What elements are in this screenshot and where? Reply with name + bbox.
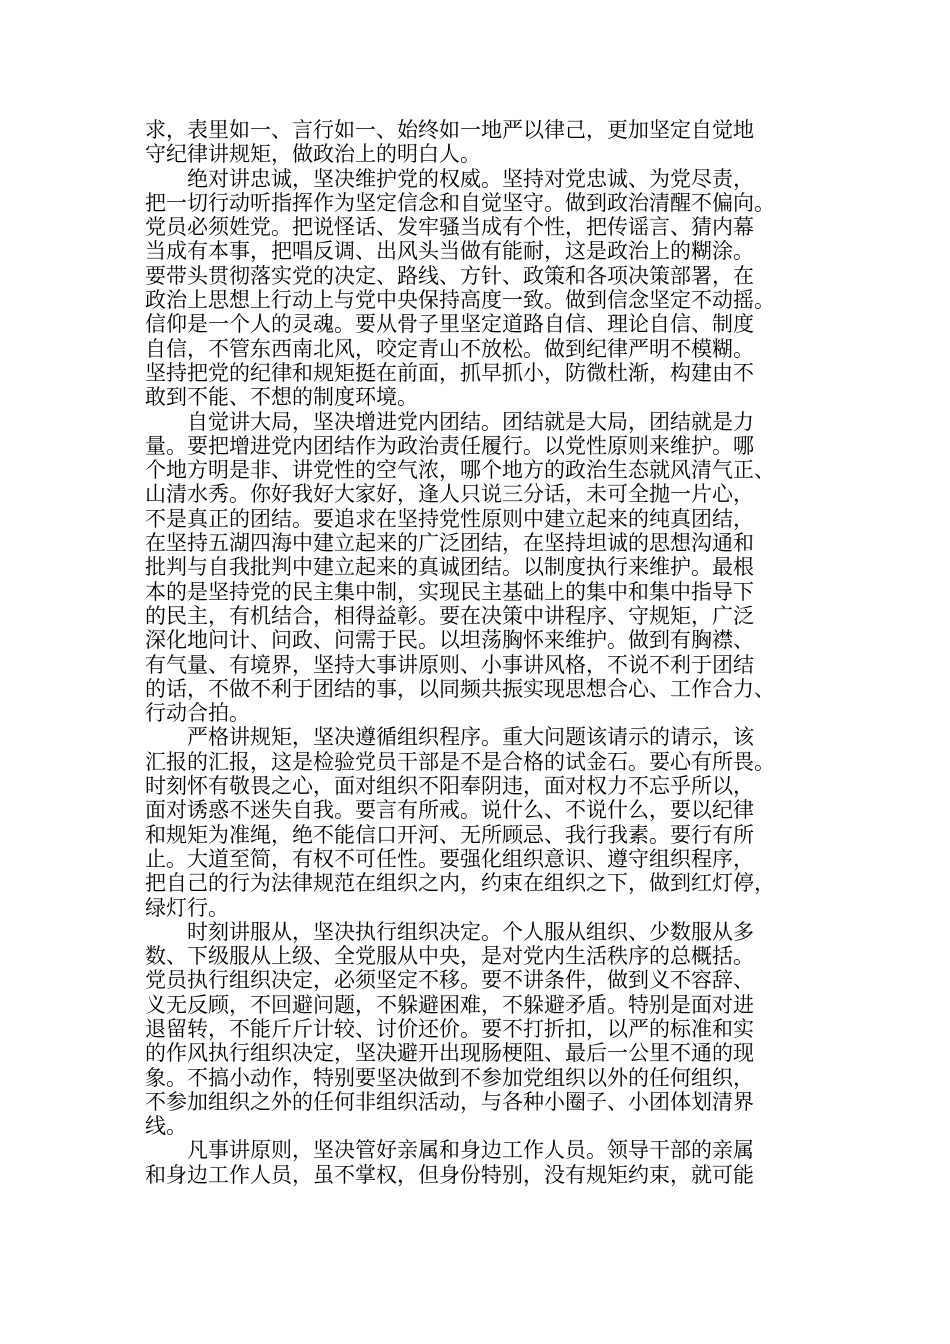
text-line: 把一切行动听指挥作为坚定信念和自觉坚守。做到政治清醒不偏向。: [145, 190, 775, 215]
text-line: 汇报的汇报，这是检验党员干部是不是合格的试金石。要心有所畏。: [145, 749, 775, 774]
text-line: 时刻怀有敬畏之心，面对组织不阳奉阴违，面对权力不忘乎所以，: [145, 774, 754, 799]
document-page: [145, 118, 825, 1187]
text-line: 和身边工作人员，虽不掌权，但身份特别，没有规矩约束，就可能: [145, 1162, 754, 1187]
text-line: 的话，不做不利于团结的事，以同频共振实现思想合心、工作合力、: [145, 676, 775, 701]
text-line: 坚持把党的纪律和规矩挺在前面，抓早抓小，防微杜渐，构建由不: [145, 360, 754, 385]
text-line: 个地方明是非、讲党性的空气浓，哪个地方的政治生态就风清气正、: [145, 458, 775, 483]
text-line: 深化地问计、问政、问需于民。以坦荡胸怀来维护。做到有胸襟、: [145, 628, 754, 653]
text-line: 绿灯行。: [145, 895, 229, 920]
paragraph-first-line: 严格讲规矩，坚决遵循组织程序。重大问题该请示的请示，该: [187, 725, 754, 750]
text-line: 的民主，有机结合，相得益彰。要在决策中讲程序、守规矩，广泛: [145, 603, 754, 628]
text-line: 信仰是一个人的灵魂。要从骨子里坚定道路自信、理论自信、制度: [145, 312, 754, 337]
text-line: 象。不搞小动作，特别要坚决做到不参加党组织以外的任何组织，: [145, 1065, 754, 1090]
text-line: 把自己的行为法律规范在组织之内，约束在组织之下，做到红灯停，: [145, 871, 775, 896]
paragraph-first-line: 凡事讲原则，坚决管好亲属和身边工作人员。领导干部的亲属: [187, 1138, 754, 1163]
text-line: 数、下级服从上级、全党服从中央，是对党内生活秩序的总概括。: [145, 944, 754, 969]
text-line: 求，表里如一、言行如一、始终如一地严以律己，更加坚定自觉地: [145, 118, 754, 142]
paragraph-first-line: 绝对讲忠诚，坚决维护党的权威。坚持对党忠诚、为党尽责，: [187, 166, 754, 191]
text-line: 批判与自我批判中建立起来的真诚团结。以制度执行来维护。最根: [145, 555, 754, 580]
text-line: 敢到不能、不想的制度环境。: [145, 385, 418, 410]
text-line: 政治上思想上行动上与党中央保持高度一致。做到信念坚定不动摇。: [145, 288, 775, 313]
text-line: 行动合拍。: [145, 701, 250, 726]
text-line: 党员执行组织决定，必须坚定不移。要不讲条件，做到义不容辞、: [145, 968, 754, 993]
text-line: 要带头贯彻落实党的决定、路线、方针、政策和各项决策部署，在: [145, 263, 754, 288]
paragraph-first-line: 时刻讲服从，坚决执行组织决定。个人服从组织、少数服从多: [187, 919, 754, 944]
text-line: 本的是坚持党的民主集中制，实现民主基础上的集中和集中指导下: [145, 579, 754, 604]
text-line: 自信，不管东西南北风，咬定青山不放松。做到纪律严明不模糊。: [145, 336, 754, 361]
text-line: 的作风执行组织决定，坚决避开出现肠梗阻、最后一公里不通的现: [145, 1041, 754, 1066]
paragraph-first-line: 自觉讲大局，坚决增进党内团结。团结就是大局，团结就是力: [187, 409, 754, 434]
text-line: 在坚持五湖四海中建立起来的广泛团结，在坚持坦诚的思想沟通和: [145, 531, 754, 556]
text-line: 当成有本事，把唱反调、出风头当做有能耐，这是政治上的糊涂。: [145, 239, 754, 264]
text-line: 有气量、有境界，坚持大事讲原则、小事讲风格，不说不利于团结: [145, 652, 754, 677]
text-line: 量。要把增进党内团结作为政治责任履行。以党性原则来维护。哪: [145, 433, 754, 458]
text-line: 党员必须姓党。把说怪话、发牢骚当成有个性，把传谣言、猜内幕: [145, 215, 754, 240]
text-line: 和规矩为准绳，绝不能信口开河、无所顾忌、我行我素。要行有所: [145, 822, 754, 847]
text-line: 面对诱惑不迷失自我。要言有所戒。说什么、不说什么，要以纪律: [145, 798, 754, 823]
text-line: 退留转，不能斤斤计较、讨价还价。要不打折扣，以严的标准和实: [145, 1016, 754, 1041]
text-line: 义无反顾，不回避问题，不躲避困难，不躲避矛盾。特别是面对进: [145, 992, 754, 1017]
text-line: 止。大道至简，有权不可任性。要强化组织意识、遵守组织程序，: [145, 846, 754, 871]
text-line: 不是真正的团结。要追求在坚持党性原则中建立起来的纯真团结，: [145, 506, 754, 531]
text-line: 山清水秀。你好我好大家好，逢人只说三分话，未可全抛一片心，: [145, 482, 754, 507]
text-line: 守纪律讲规矩，做政治上的明白人。: [145, 142, 481, 167]
text-line: 不参加组织之外的任何非组织活动，与各种小圈子、小团体划清界: [145, 1089, 754, 1114]
text-line: 线。: [145, 1114, 187, 1139]
